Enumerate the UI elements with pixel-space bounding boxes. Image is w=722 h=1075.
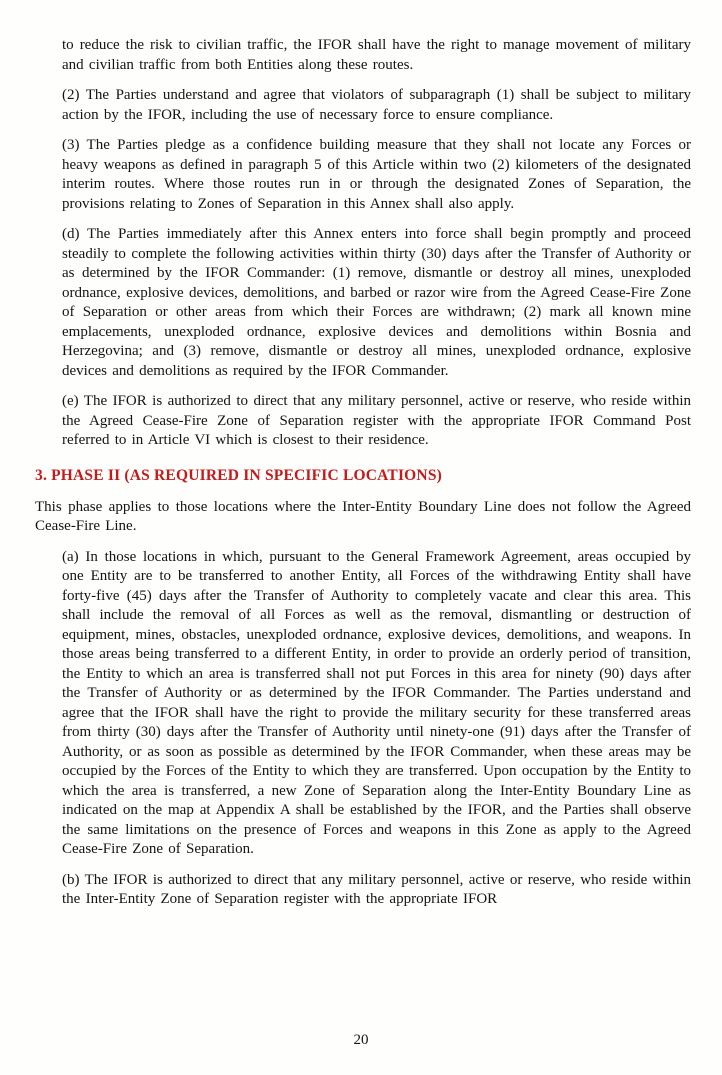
paragraph-subpara-2: (2) The Parties understand and agree that violators of subparagraph (1) shall be subject to military action by the IFOR, including the use of necessary force to ensure compliance. (62, 87, 691, 123)
paragraph-b: (b) The IFOR is authorized to direct that any military personnel, active or reserve, who reside within the Inter-Entity Zone of Separation register with the appropriate IFOR (62, 871, 691, 907)
paragraph-d: (d) The Parties immediately after this Annex enters into force shall begin promptly and proceed steadily to complete the following activities within thirty (30) days after the Transfer of Authority or as determined by the IFOR Commander: (1) remove, dismantle or destroy all mines, unexploded ordnance, explosive devices, demolitions, and barbed or razor wire from the Agreed Cease-Fire Zone of Separation or other areas from which their Forces are withdrawn; (2) mark all known mine emplacements, unexploded ordnance, explosive devices and demolitions within Bosnia and Herzegovina; and (3) remove, dismantle or destroy all mines, unexploded ordnance, explosive devices and demolitions as required by the IFOR Commander. (62, 226, 691, 379)
paragraph-subpara-3: (3) The Parties pledge as a confidence building measure that they shall not locate any Forces or heavy weapons as defined in paragraph 5 of this Article within two (2) kilometers of the designated interim routes. Where those routes run in or through the designated Zones of Separation, the provisions relating to Zones of Separation in this Annex shall also apply. (62, 137, 691, 212)
page-number: 20 (353, 1032, 369, 1048)
paragraph-a: (a) In those locations in which, pursuant to the General Framework Agreement, areas occupied by one Entity are to be transferred to another Entity, all Forces of the withdrawing Entity shall have forty-five (45) days after the Transfer of Authority to completely vacate and clear this area. This shall include the removal of all Forces as well as the removal, dismantling or destruction of equipment, mines, obstacles, unexploded ordnance, explosive devices, demolitions, and weapons. In those areas being transferred to a different Entity, in order to provide an orderly period of transition, the Entity to which an area is transferred shall not put Forces in this area for ninety (90) days after the Transfer of Authority or as determined by the IFOR Commander. The Parties understand and agree that the IFOR shall have the right to provide the military security for these transferred areas from thirty (30) days after the Transfer of Authority until ninety-one (91) days after the Transfer of Authority, or as soon as possible as determined by the IFOR Commander, when these areas may be occupied by the Forces of the Entity to which they are transferred. Upon occupation by the Entity to which the area is transferred, a new Zone of Separation along the Inter-Entity Boundary Line as indicated on the map at Appendix A shall be established by the IFOR, and the Parties shall observe the same limitations on the presence of Forces and weapons in this Zone as apply to the Agreed Cease-Fire Zone of Separation. (62, 548, 691, 857)
page-content (35, 36, 691, 921)
paragraph-continuation: to reduce the risk to civilian traffic, the IFOR shall have the right to manage movement of military and civilian traffic from both Entities along these routes. (62, 37, 691, 73)
paragraph-e: (e) The IFOR is authorized to direct that any military personnel, active or reserve, who reside within the Agreed Cease-Fire Zone of Separation register with the appropriate IFOR Command Post referred to in Article VI which is closest to their residence. (62, 393, 691, 448)
intro-paragraph: This phase applies to those locations where the Inter-Entity Boundary Line does not follow the Agreed Cease-Fire Line. (35, 498, 691, 534)
section-heading-phase-2: 3. PHASE II (AS REQUIRED IN SPECIFIC LOCATIONS) (35, 466, 443, 484)
